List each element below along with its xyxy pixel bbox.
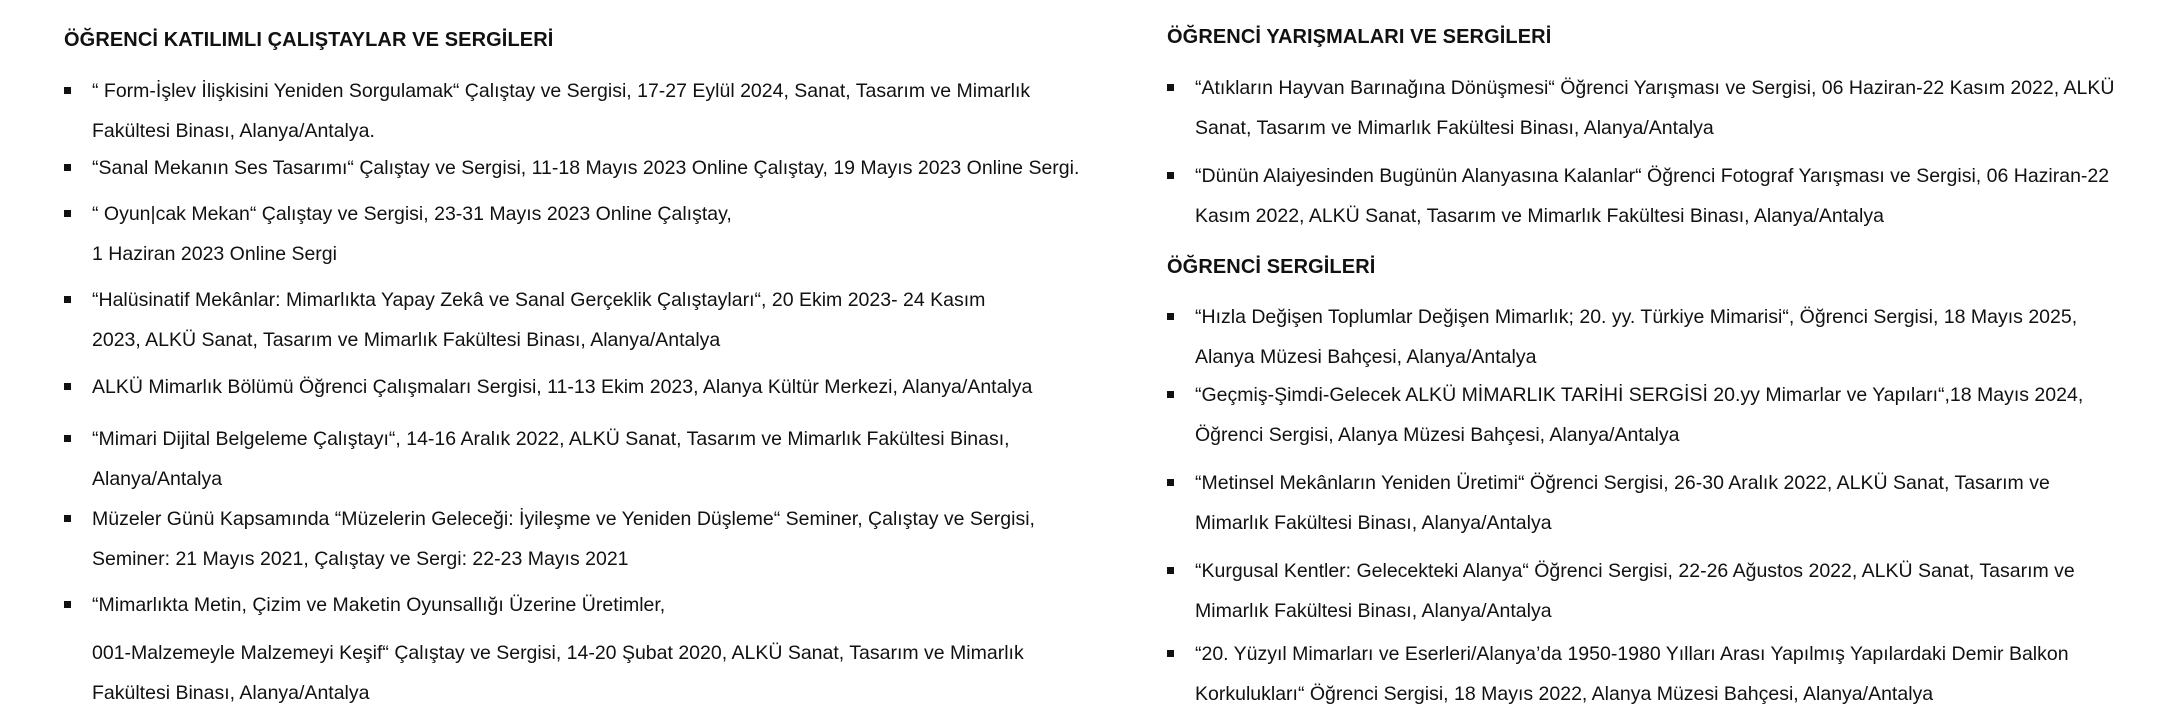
list-item [1167,156,2157,236]
list-item [1167,634,2157,714]
item-line: 2023, ALKÜ Sanat, Tasarım ve Mimarlık Fakültesi Binası, Alanya/Antalya [92,329,721,351]
item-line: Mimarlık Fakültesi Binası, Alanya/Antalya [1195,600,1552,622]
item-line: “Kurgusal Kentler: Gelecekteki Alanya“ Öğrenci Sergisi, 22-26 Ağustos 2022, ALKÜ Sanat, Tasarım ve [1195,560,2075,582]
item-line: “20. Yüzyıl Mimarları ve Eserleri/Alanya’da 1950-1980 Yılları Arası Yapılmış Yapılardaki Demir Balkon [1195,643,2069,665]
item-line: Mimarlık Fakültesi Binası, Alanya/Antalya [1195,512,1552,534]
bullet-icon [64,210,71,217]
item-line: “Mimari Dijital Belgeleme Çalıştayı“, 14-16 Aralık 2022, ALKÜ Sanat, Tasarım ve Mimarlık Fakültesi Binası, [92,428,1010,450]
item-line: “Halüsinatif Mekânlar: Mimarlıkta Yapay Zekâ ve Sanal Gerçeklik Çalıştayları“, 20 Ekim 2023- 24 Kasım [92,289,986,311]
bullet-icon [64,515,71,522]
item-line: ALKÜ Mimarlık Bölümü Öğrenci Çalışmaları Sergisi, 11-13 Ekim 2023, Alanya Kültür Merkezi, Alanya/Antalya [92,376,1033,398]
item-line: “Dünün Alaiyesinden Bugünün Alanyasına Kalanlar“ Öğrenci Fotograf Yarışması ve Sergisi, 06 Haziran-22 [1195,165,2110,187]
item-line: Seminer: 21 Mayıs 2021, Çalıştay ve Sergi: 22-23 Mayıs 2021 [92,548,629,570]
item-line: “Metinsel Mekânların Yeniden Üretimi“ Öğrenci Sergisi, 26-30 Aralık 2022, ALKÜ Sanat, Tasarım ve [1195,472,2050,494]
workshops-heading: ÖĞRENCİ KATILIMLI ÇALIŞTAYLAR VE SERGİLERİ [64,29,554,51]
list-item [64,194,1124,274]
item-line: “Mimarlıkta Metin, Çizim ve Maketin Oyunsallığı Üzerine Üretimler, [92,594,666,616]
item-line: Sanat, Tasarım ve Mimarlık Fakültesi Binası, Alanya/Antalya [1195,117,1714,139]
list-item [64,367,1124,407]
bullet-icon [1167,313,1174,320]
item-line: Fakültesi Binası, Alanya/Antalya [92,682,370,704]
list-item [1167,68,2157,148]
list-item [64,585,1124,713]
bullet-icon [64,383,71,390]
item-line: “Sanal Mekanın Ses Tasarımı“ Çalıştay ve Sergisi, 11-18 Mayıs 2023 Online Çalıştay, 19 Mayıs 2023 Online Sergi. [92,157,1080,179]
item-line: Alanya/Antalya [92,468,223,490]
item-line: 001-Malzemeyle Malzemeyi Keşif“ Çalıştay ve Sergisi, 14-20 Şubat 2020, ALKÜ Sanat, Tasarım ve Mimarlık [92,642,1024,664]
item-line: “Geçmiş-Şimdi-Gelecek ALKÜ MİMARLIK TARİHİ SERGİSİ 20.yy Mimarlar ve Yapıları“,18 Mayıs 2024, [1195,384,2084,406]
bullet-icon [64,435,71,442]
bullet-icon [1167,650,1174,657]
bullet-icon [1167,391,1174,398]
item-line: Alanya Müzesi Bahçesi, Alanya/Antalya [1195,346,1537,368]
item-line: 1 Haziran 2023 Online Sergi [92,243,337,265]
list-item [1167,551,2157,631]
bullet-icon [1167,84,1174,91]
item-line: Müzeler Günü Kapsamında “Müzelerin Geleceği: İyileşme ve Yeniden Düşleme“ Seminer, Çalıştay ve Sergisi, [92,508,1035,530]
list-item [1167,375,2157,455]
list-item [64,419,1124,499]
item-line: “Atıkların Hayvan Barınağına Dönüşmesi“ Öğrenci Yarışması ve Sergisi, 06 Haziran-22 Kasım 2022, ALKÜ [1195,77,2115,99]
competitions-heading: ÖĞRENCİ YARIŞMALARI VE SERGİLERİ [1167,26,1552,48]
item-line: Öğrenci Sergisi, Alanya Müzesi Bahçesi, Alanya/Antalya [1195,424,1680,446]
exhibitions-heading: ÖĞRENCİ SERGİLERİ [1167,256,1376,278]
bullet-icon [1167,567,1174,574]
item-line: Korkulukları“ Öğrenci Sergisi, 18 Mayıs 2022, Alanya Müzesi Bahçesi, Alanya/Antalya [1195,683,1934,705]
item-line: “Hızla Değişen Toplumlar Değişen Mimarlık; 20. yy. Türkiye Mimarisi“, Öğrenci Sergisi, 18 Mayıs 2025, [1195,306,2078,328]
bullet-icon [64,87,71,94]
bullet-icon [1167,172,1174,179]
list-item [64,280,1124,360]
item-line: “ Oyun|cak Mekan“ Çalıştay ve Sergisi, 23-31 Mayıs 2023 Online Çalıştay, [92,203,732,225]
list-item [64,148,1124,188]
item-line: Fakültesi Binası, Alanya/Antalya. [92,120,375,142]
item-line: Kasım 2022, ALKÜ Sanat, Tasarım ve Mimarlık Fakültesi Binası, Alanya/Antalya [1195,205,1884,227]
bullet-icon [64,601,71,608]
list-item [64,499,1124,579]
bullet-icon [1167,479,1174,486]
list-item [1167,463,2157,543]
list-item [64,71,1124,151]
item-line: “ Form-İşlev İlişkisini Yeniden Sorgulamak“ Çalıştay ve Sergisi, 17-27 Eylül 2024, Sanat, Tasarım ve Mimarlık [92,80,1031,102]
bullet-icon [64,164,71,171]
list-item [1167,297,2157,377]
bullet-icon [64,296,71,303]
